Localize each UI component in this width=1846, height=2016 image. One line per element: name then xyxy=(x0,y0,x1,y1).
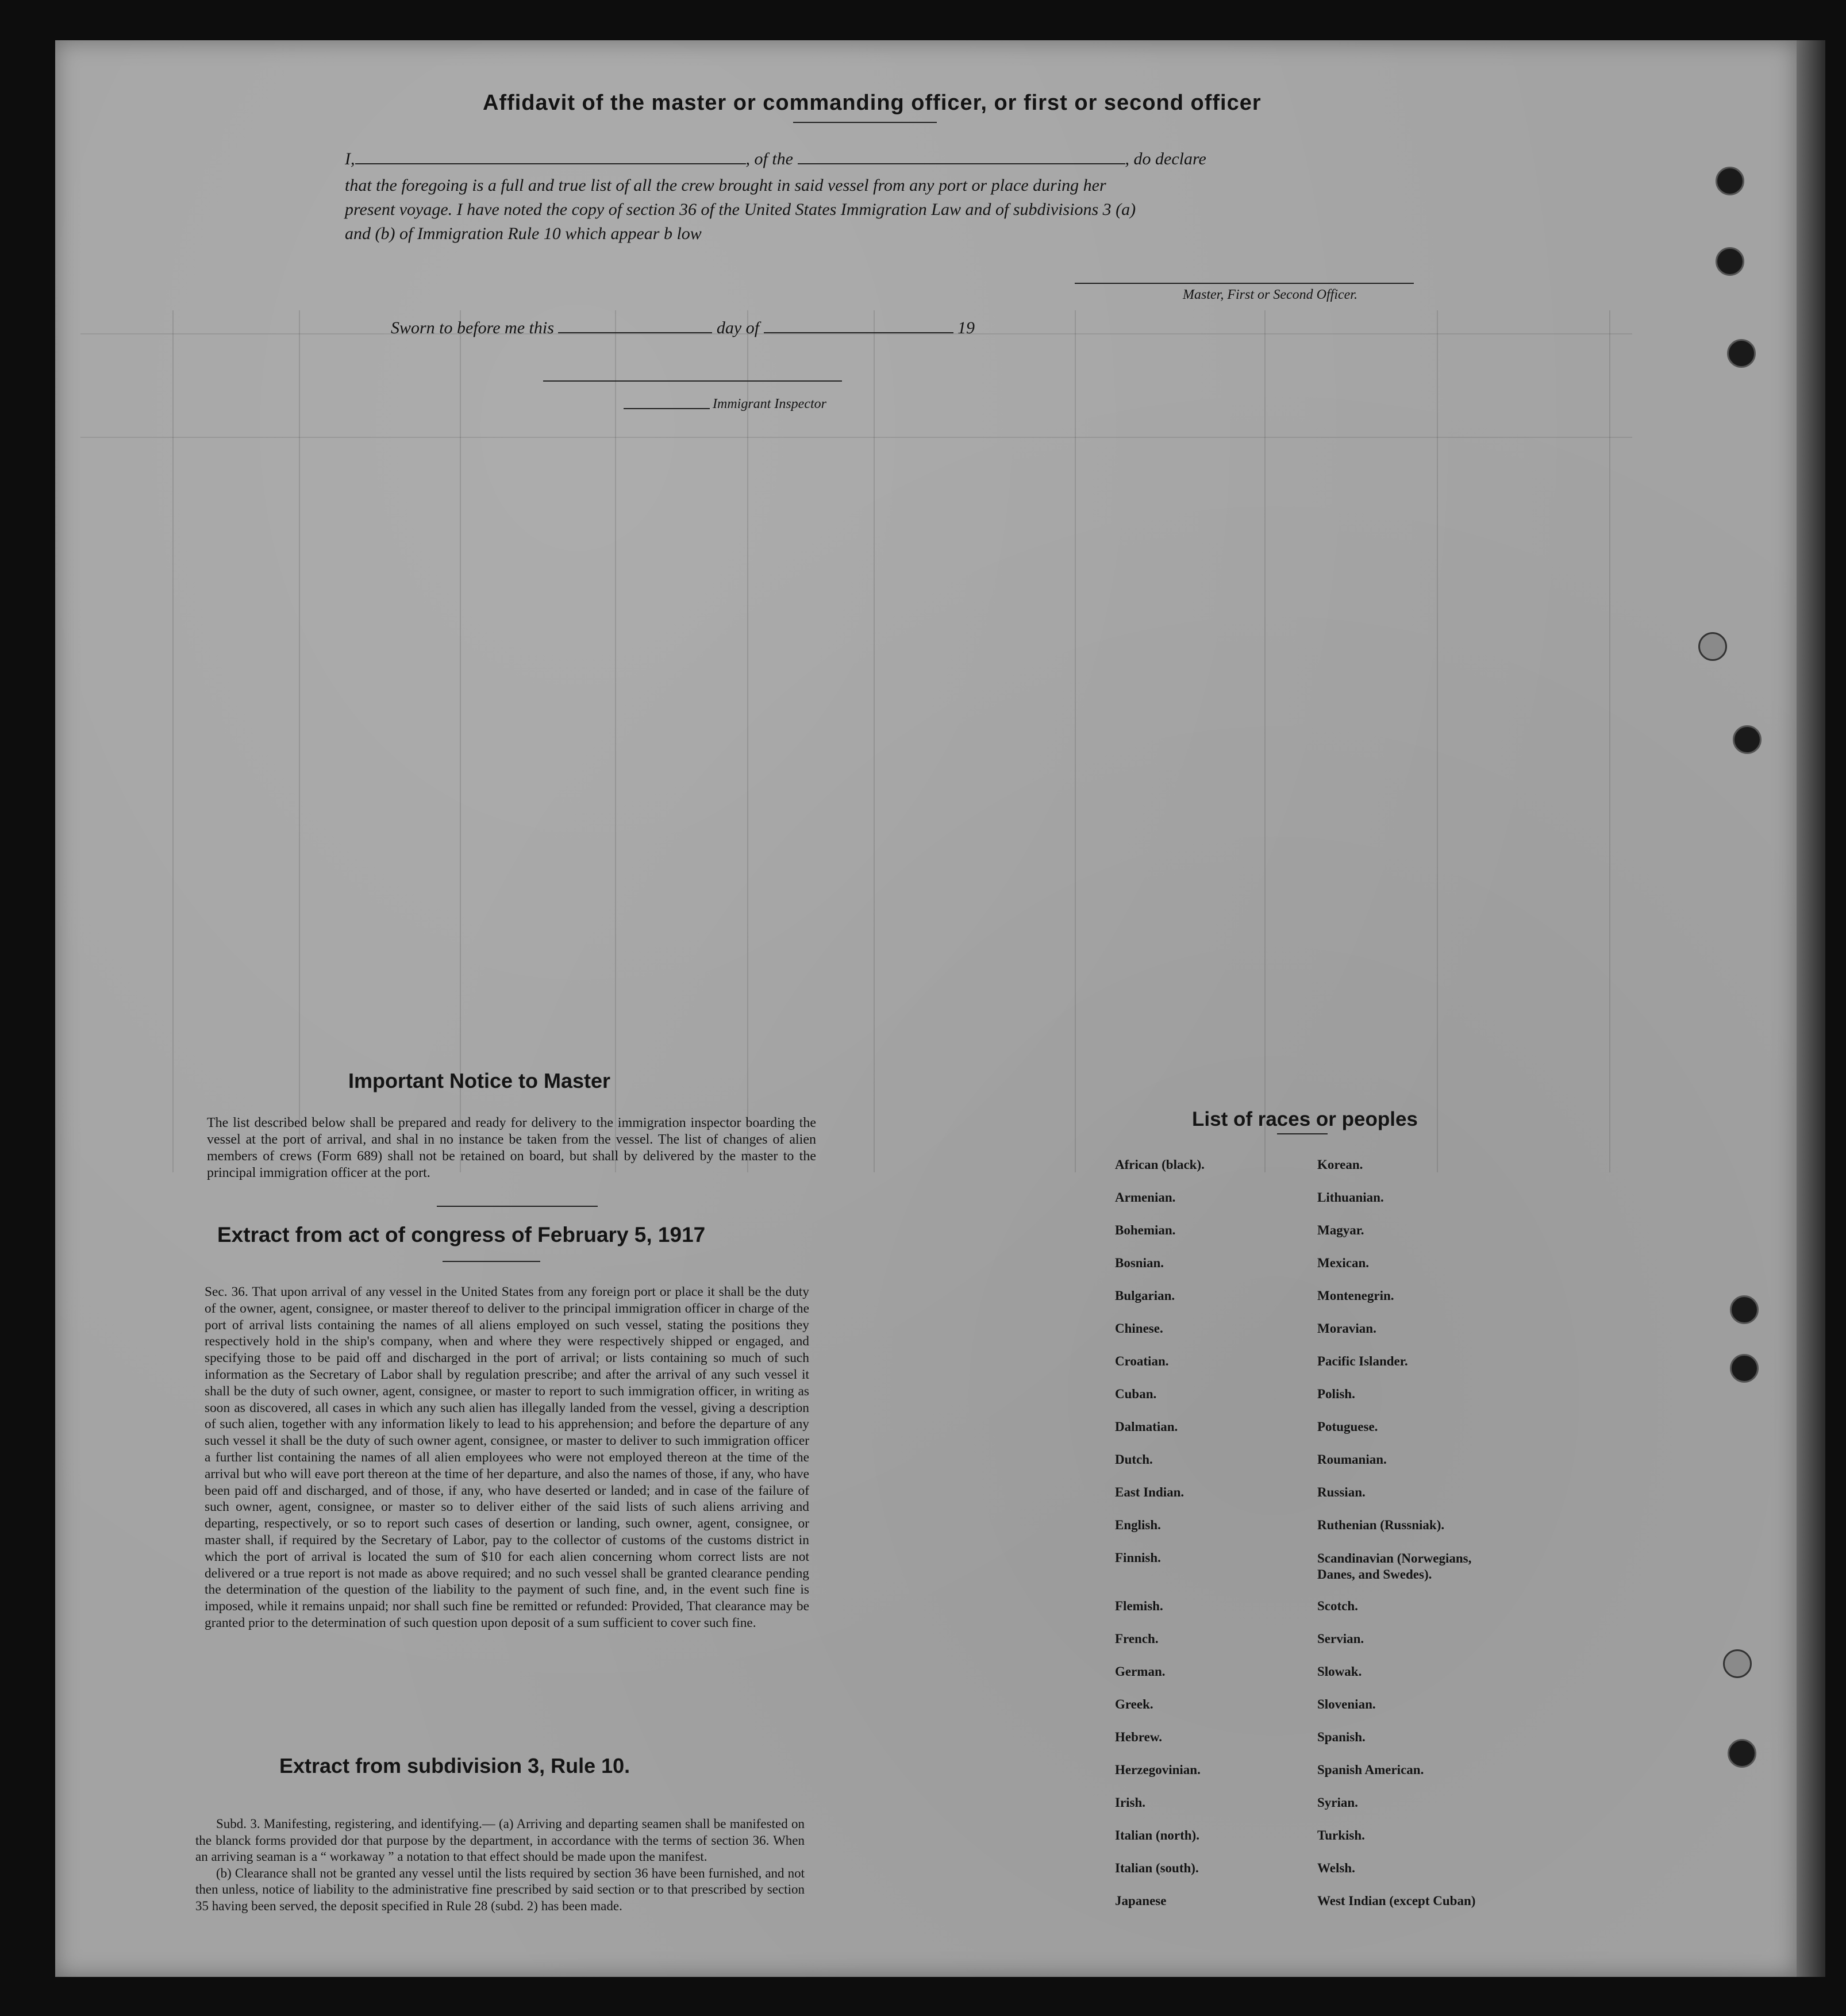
binder-hole xyxy=(1698,632,1727,661)
race-item: Polish. xyxy=(1317,1387,1355,1401)
race-item: Italian (north). xyxy=(1115,1828,1199,1842)
affidavit-i: I, xyxy=(345,149,355,168)
binder-hole xyxy=(1730,1295,1759,1324)
race-item: Slovenian. xyxy=(1317,1697,1376,1711)
race-item: Montenegrin. xyxy=(1317,1288,1394,1303)
race-item: Pacific Islander. xyxy=(1317,1354,1408,1368)
binder-hole xyxy=(1716,167,1744,195)
extract-rule-para-b: (b) Clearance shall not be granted any vessel until the lists required by section 36 have been furnished, and not then unless, notice of liability to the administrative fine prescribed by said section or to that prescribed by section 35 having been served, the deposit specified in Rule 28 (subd. 2) has been made. xyxy=(195,1865,805,1913)
race-item: West Indian (except Cuban) xyxy=(1317,1894,1476,1908)
race-item: Spanish. xyxy=(1317,1730,1366,1744)
vessel-name-blank[interactable] xyxy=(798,163,1125,164)
signature-line[interactable] xyxy=(1075,283,1414,284)
race-item: Hebrew. xyxy=(1115,1730,1162,1744)
race-item: Herzegovinian. xyxy=(1115,1763,1201,1777)
race-item: Flemish. xyxy=(1115,1599,1163,1613)
affidavit-title: Affidavit of the master or commanding officer, or first or second officer xyxy=(483,91,1262,115)
inspector-caption: Immigrant Inspector xyxy=(713,397,826,411)
inspector-signature-line[interactable] xyxy=(543,380,842,382)
race-item: Syrian. xyxy=(1317,1795,1358,1810)
race-item: Magyar. xyxy=(1317,1223,1364,1237)
race-item: French. xyxy=(1115,1632,1159,1646)
bleed-rule xyxy=(460,310,461,1172)
race-item: Russian. xyxy=(1317,1485,1366,1499)
notice-title: Important Notice to Master xyxy=(348,1069,611,1092)
races-title-underline xyxy=(1277,1133,1328,1134)
bleed-rule xyxy=(80,437,1632,438)
bleed-rule xyxy=(299,310,300,1172)
race-item: Dutch. xyxy=(1115,1452,1153,1467)
race-item: Lithuanian. xyxy=(1317,1190,1384,1205)
bleed-rule xyxy=(172,310,174,1172)
race-item: Armenian. xyxy=(1115,1190,1176,1205)
binder-hole xyxy=(1730,1354,1759,1383)
binder-hole xyxy=(1727,339,1756,368)
race-item: Japanese xyxy=(1115,1894,1167,1908)
races-title: List of races or peoples xyxy=(1192,1108,1418,1130)
race-item: Bulgarian. xyxy=(1115,1288,1175,1303)
race-item: Roumanian. xyxy=(1317,1452,1387,1467)
race-item: African (black). xyxy=(1115,1157,1205,1172)
race-right-col xyxy=(1317,1157,1490,1926)
sworn-line xyxy=(391,316,975,340)
extract-rule-body xyxy=(195,1816,805,1915)
race-item: Turkish. xyxy=(1317,1828,1365,1842)
binder-hole xyxy=(1728,1739,1756,1768)
race-item: East Indian. xyxy=(1115,1485,1184,1499)
extract-rule-para-a: Subd. 3. Manifesting, registering, and identifying.— (a) Arriving and departing seamen shall be manifested on the blanck forms provided dor that purpose by the department, in accordance with the terms of section 36. When an arriving seaman is a “ workaway ” a notation to that effect should be made upon the manifest. xyxy=(195,1817,805,1864)
extract-act-body: Sec. 36. That upon arrival of any vessel in the United States from any foreign port or place it shall be the duty of the owner, agent, consignee, or master thereof to deliver to the principal immigration officer in charge of the port of arrival lists containing the names of all aliens employed on such vessel, stating the positions they respectively hold in the ship's company, when and where they were respectively shipped or engaged, and specifying those to be paid off and discharged in the port of arrival; or lists containing so much of such information as the Secretary of Labor shall by regulation prescribe; and after the arrival of any such vessel it shall be the duty of such owner, agent, consignee, or master to report to such immigration officer, in writing as soon as discovered, all cases in which any such alien has illegally landed from the vessel, giving a description of such alien, together with any information likely to lead to his apprehension; and before the departure of any such vessel it shall be the duty of such owner agent, consignee, or master to deliver to such immigration officer a further list containing the names of all alien employees who were not employed thereon at the time of the arrival but who will eave port thereon at the time of her departure, and also the names of those, if any, who have been paid off and discharged, and of those, if any, who have deserted or landed; and in case of the failure of such owner, agent, consignee, or master so to deliver either of the said lists of such aliens arriving and departing, respectively, or so to report such cases of desertion or landing, such owner, agent, consignee, or master shall, if required by the Secretary of Labor, pay to the collector of customs of the customs district in which the port of arrival is located the sum of $10 for each alien concerning whom correct lists are not delivered or a true report is not made as above required; and no such vessel shall be granted clearance pending the determination of the question of the liability to the payment of such fine, and, in the event such fine is imposed, while it remains unpaid; nor shall such fine be remitted or refunded: Provided, That clearance may be granted prior to the determination of such question upon deposit of a sum sufficient to cover such fine. xyxy=(205,1284,809,1630)
race-item: Italian (south). xyxy=(1115,1861,1199,1875)
race-item: Bohemian. xyxy=(1115,1223,1176,1237)
page-edge xyxy=(1797,40,1825,1977)
bleed-rule xyxy=(1075,310,1076,1172)
race-item: Potuguese. xyxy=(1317,1419,1378,1434)
race-item: English. xyxy=(1115,1518,1161,1532)
race-item: Servian. xyxy=(1317,1632,1364,1646)
affidavit-title-rule xyxy=(793,122,937,123)
race-item: Croatian. xyxy=(1115,1354,1169,1368)
affidavit-of-the: , of the xyxy=(745,149,793,168)
extract-rule-title: Extract from subdivision 3, Rule 10. xyxy=(279,1754,630,1778)
notice-rule xyxy=(437,1206,598,1207)
race-item: Mexican. xyxy=(1317,1256,1370,1270)
race-item: Chinese. xyxy=(1115,1321,1163,1336)
bleed-rule xyxy=(1609,310,1610,1172)
race-item: Bosnian. xyxy=(1115,1256,1164,1270)
sworn-year: 19 xyxy=(957,318,975,337)
sworn-day-of: day of xyxy=(716,318,760,337)
race-left-col xyxy=(1115,1157,1205,1926)
race-item: Spanish American. xyxy=(1317,1763,1424,1777)
race-item: Moravian. xyxy=(1317,1321,1376,1336)
race-item: Cuban. xyxy=(1115,1387,1157,1401)
bleed-rule xyxy=(747,310,748,1172)
race-item: Korean. xyxy=(1317,1157,1363,1172)
notice-body: The list described below shall be prepared and ready for delivery to the immigration inspector boarding the vessel at the port of arrival, and shal in no instance be taken from the vessel. The list of changes of alien members of crews (Form 689) shall not be retained on board, but shall by delivered by the master to the principal immigration officer at the port. xyxy=(207,1115,816,1180)
inspector-rule xyxy=(624,408,710,409)
affidavit-line-1 xyxy=(345,147,1206,171)
race-item: Welsh. xyxy=(1317,1861,1355,1875)
race-item: Dalmatian. xyxy=(1115,1419,1178,1434)
extract-act-title: Extract from act of congress of February 5, 1917 xyxy=(217,1223,706,1246)
binder-hole xyxy=(1733,725,1762,754)
race-item: Slowak. xyxy=(1317,1664,1362,1679)
sworn-month-blank[interactable] xyxy=(764,332,953,333)
signature-caption: Master, First or Second Officer. xyxy=(1183,287,1357,302)
binder-hole xyxy=(1716,247,1744,276)
race-item: Ruthenian (Russniak). xyxy=(1317,1518,1445,1532)
bleed-rule xyxy=(1437,310,1438,1172)
race-item: German. xyxy=(1115,1664,1166,1679)
affidavit-line-4: and (b) of Immigration Rule 10 which appear b low xyxy=(345,224,702,243)
affidavit-do-declare: , do declare xyxy=(1125,149,1206,168)
race-item: Greek. xyxy=(1115,1697,1153,1711)
bleed-rule xyxy=(1264,310,1266,1172)
declarant-name-blank[interactable] xyxy=(355,163,746,164)
race-item: Scandinavian (Norwegians, Danes, and Swedes). xyxy=(1317,1551,1472,1582)
binder-hole xyxy=(1723,1649,1752,1678)
bleed-rule xyxy=(874,310,875,1172)
race-item: Finnish. xyxy=(1115,1551,1161,1565)
bleed-rule xyxy=(615,310,616,1172)
affidavit-line-3: present voyage. I have noted the copy of section 36 of the United States Immigration Law and of subdivisions 3 (a) xyxy=(345,200,1136,219)
sworn-text: Sworn to before me this xyxy=(391,318,554,337)
race-item: Scotch. xyxy=(1317,1599,1358,1613)
sworn-day-blank[interactable] xyxy=(558,332,712,333)
extract-act-rule xyxy=(443,1261,540,1262)
affidavit-line-2: that the foregoing is a full and true list of all the crew brought in said vessel from any port or place during her xyxy=(345,176,1106,195)
race-item: Irish. xyxy=(1115,1795,1146,1810)
